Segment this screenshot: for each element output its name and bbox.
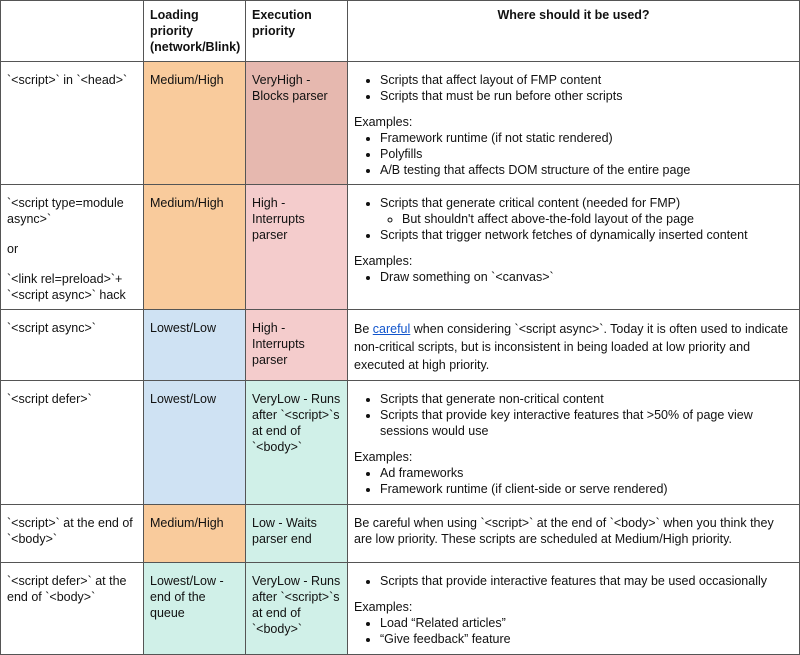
usage-text-after: when considering `<script async>`. Today it is often used to indicate non-critical scripts, but is inconsistent in being loaded at low priority and executed at high priority. [354, 322, 789, 372]
examples-list [354, 130, 793, 178]
execution-priority-cell: VeryLow - Runs after `<script>`s at end of `<body>` [246, 563, 348, 655]
row-name-part: `<script type=module async>` [7, 196, 124, 226]
list-item: • Scripts that generate non-critical content [380, 391, 793, 407]
execution-priority-cell: High - Interrupts parser [246, 310, 348, 381]
loading-priority-cell: Lowest/Low [144, 381, 246, 505]
usage-cell: Be careful when using `<script>` at the end of `<body>` when you think they are low priority. These scripts are scheduled at Medium/High priority. [348, 505, 800, 563]
usage-text-before: Be [354, 322, 373, 336]
list-item: • Ad frameworks [380, 465, 793, 481]
table-row [1, 381, 800, 505]
list-item: • Scripts that provide key interactive features that >50% of page view sessions would use [380, 407, 793, 439]
usage-bullet-list [354, 195, 793, 243]
list-item-text: Scripts that generate critical content (needed for FMP) [380, 196, 681, 210]
usage-bullet-list [354, 391, 793, 439]
loading-priority-cell: Lowest/Low - end of the queue [144, 563, 246, 655]
header-usage: Where should it be used? [348, 1, 800, 62]
list-item: • Polyfills [380, 146, 793, 162]
list-item: • Scripts that must be run before other scripts [380, 88, 793, 104]
usage-cell [348, 62, 800, 185]
list-item: • “Give feedback” feature [380, 631, 793, 647]
usage-cell [348, 310, 800, 381]
row-name: `<script async>` [1, 310, 144, 381]
examples-list [354, 615, 793, 647]
execution-priority-cell: VeryHigh - Blocks parser [246, 62, 348, 185]
usage-cell [348, 381, 800, 505]
loading-priority-cell: Lowest/Low [144, 310, 246, 381]
header-blank [1, 1, 144, 62]
list-item: • A/B testing that affects DOM structure of the entire page [380, 162, 793, 178]
row-name [1, 185, 144, 310]
table-row [1, 310, 800, 381]
examples-label: Examples: [354, 115, 413, 129]
table-row [1, 505, 800, 563]
examples-list [354, 465, 793, 497]
row-name: `<script>` at the end of `<body>` [1, 505, 144, 563]
execution-priority-cell: High - Interrupts parser [246, 185, 348, 310]
usage-bullet-list [354, 72, 793, 104]
list-item: • Draw something on `<canvas>` [380, 269, 793, 285]
usage-cell [348, 185, 800, 310]
header-execution-priority: Execution priority [246, 1, 348, 62]
list-item: • Scripts that trigger network fetches of dynamically inserted content [380, 227, 793, 243]
sub-bullet-list [380, 211, 793, 227]
list-item: • Scripts that affect layout of FMP content [380, 72, 793, 88]
careful-link[interactable]: careful [372, 322, 411, 336]
loading-priority-cell: Medium/High [144, 62, 246, 185]
examples-label: Examples: [354, 254, 413, 268]
list-item: • Scripts that provide interactive features that may be used occasionally [380, 573, 793, 589]
row-name: `<script defer>` at the end of `<body>` [1, 563, 144, 655]
examples-list [354, 269, 793, 285]
loading-priority-cell: Medium/High [144, 185, 246, 310]
loading-priority-cell: Medium/High [144, 505, 246, 563]
header-row [1, 1, 800, 62]
list-item: • Load “Related articles” [380, 615, 793, 631]
execution-priority-cell: Low - Waits parser end [246, 505, 348, 563]
usage-cell [348, 563, 800, 655]
list-item [380, 195, 793, 227]
row-name-part: `<link rel=preload>`+ `<script async>` hack [7, 272, 126, 302]
row-name: `<script defer>` [1, 381, 144, 505]
row-name: `<script>` in `<head>` [1, 62, 144, 185]
list-item: ◦ But shouldn't affect above-the-fold layout of the page [402, 211, 793, 227]
header-loading-priority: Loading priority (network/Blink) [144, 1, 246, 62]
table-row [1, 563, 800, 655]
execution-priority-cell: VeryLow - Runs after `<script>`s at end of `<body>` [246, 381, 348, 505]
list-item: • Framework runtime (if not static rendered) [380, 130, 793, 146]
usage-bullet-list [354, 573, 793, 589]
table-row [1, 62, 800, 185]
list-item: • Framework runtime (if client-side or serve rendered) [380, 481, 793, 497]
row-name-part: or [7, 242, 19, 256]
examples-label: Examples: [354, 600, 413, 614]
examples-label: Examples: [354, 450, 413, 464]
table-row [1, 185, 800, 310]
